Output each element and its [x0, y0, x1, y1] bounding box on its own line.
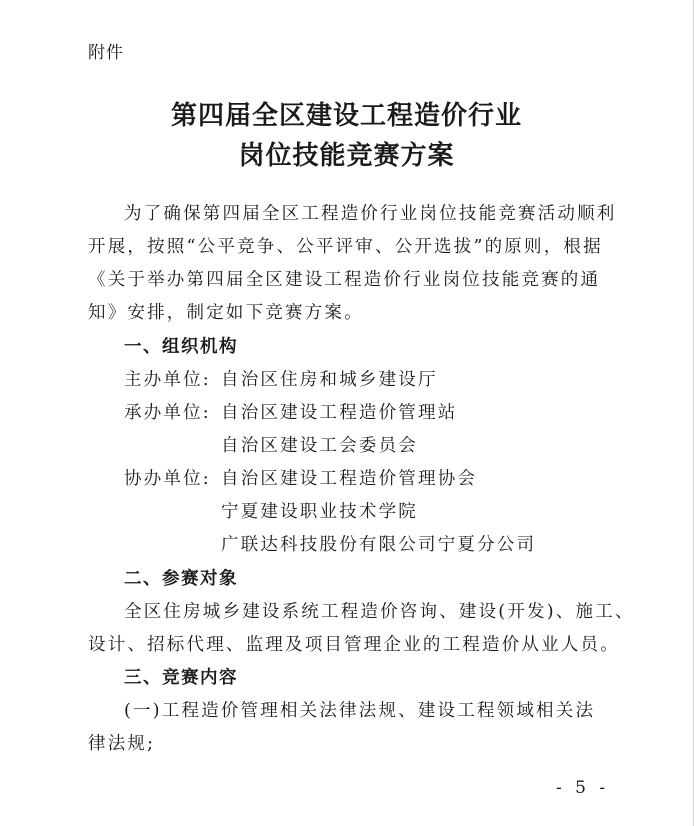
coorganizer-value-3: 广联达科技股份有限公司宁夏分公司 [221, 535, 537, 555]
title-line-2: 岗位技能竞赛方案 [238, 141, 455, 171]
coorganizer-value-1: 自治区建设工程造价管理协会 [221, 469, 478, 489]
section-2-heading: 二、参赛对象 [124, 569, 238, 589]
section-2-line-2: 设计、招标代理、监理及项目管理企业的工程造价从业人员。 [88, 635, 620, 655]
host-label: 主办单位: [124, 370, 211, 390]
page-number: - 5 - [556, 778, 610, 798]
intro-line-1: 为了确保第四届全区工程造价行业岗位技能竞赛活动顺利 [124, 204, 617, 224]
section-2-line-1: 全区住房城乡建设系统工程造价咨询、建设(开发)、施工、 [124, 602, 635, 622]
intro-line-3: 《关于举办第四届全区建设工程造价行业岗位技能竞赛的通 [88, 270, 601, 290]
section-1-heading: 一、组织机构 [124, 337, 238, 357]
intro-line-2: 开展，按照“公平竞争、公平评审、公开选拔”的原则，根据 [88, 237, 603, 257]
coorganizer-label: 协办单位: [124, 469, 211, 489]
title-line-1: 第四届全区建设工程造价行业 [170, 101, 522, 131]
organizer-label: 承办单位: [124, 403, 211, 423]
document-title [0, 96, 693, 176]
attachment-label: 附件 [88, 43, 124, 63]
section-3-line-2: 律法规; [88, 734, 156, 754]
host-value: 自治区住房和城乡建设厅 [221, 370, 438, 390]
organizer-value-2: 自治区建设工会委员会 [221, 436, 418, 456]
section-3-heading: 三、竞赛内容 [124, 668, 238, 688]
coorganizer-value-2: 宁夏建设职业技术学院 [221, 502, 418, 522]
organizer-value-1: 自治区建设工程造价管理站 [221, 403, 458, 423]
intro-line-4: 知》安排，制定如下竞赛方案。 [88, 303, 364, 323]
section-3-line-1: (一)工程造价管理相关法律法规、建设工程领域相关法 [124, 701, 596, 721]
